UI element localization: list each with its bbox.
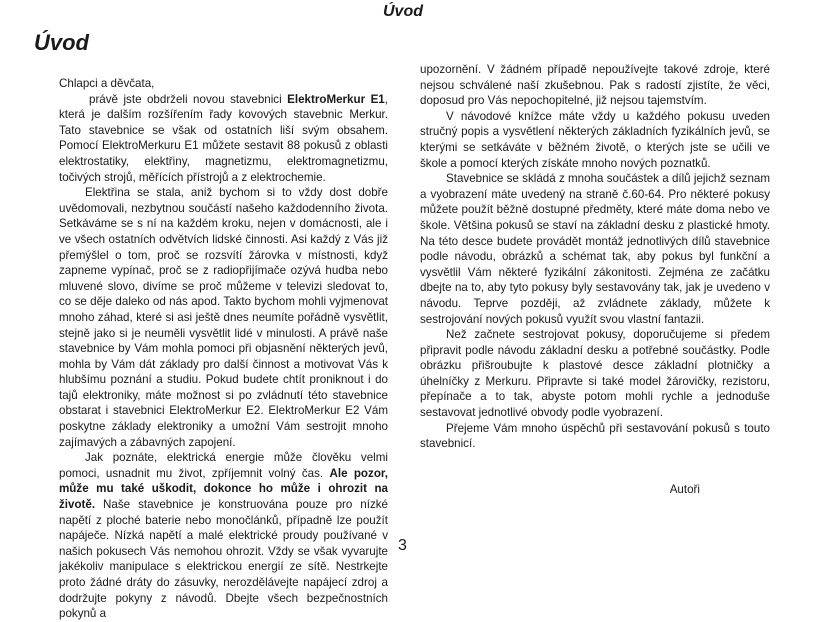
page-number: 3 <box>398 537 407 554</box>
paragraph-wishes: Přejeme Vám mnoho úspěchů při sestavování pokusů s touto stavebnicí. <box>420 421 770 451</box>
running-head: Úvod <box>383 3 423 20</box>
paragraph-preparation: Než začnete sestrojovat pokusy, doporučujeme si předem připravit podle návodu základní desku a potřebné součástky. Podle obrázku přišroubujte k plastové desce základní plotničky a úhelníčky z Merkuru. Připravte si také model žárovičky, rezistoru, přepínače a to tak, abyste potom mohli rychle a jednoduše sestavovat jednotlivé obvody podle vyobrazení. <box>420 328 770 420</box>
signature: Autoři <box>669 482 700 496</box>
paragraph-manual: V návodové knížce máte vždy u každého pokusu uveden stručný popis a vysvětlení některých základních fyzikálních jevů, se kterými se setkáváte v běžném životě, o kterých jste se učili ve škole a pomocí kterých získáte mnoho nových poznatků. <box>420 109 770 170</box>
intro-rest: , která je dalším rozšířením řady kovových stavebnic Merkur. Tato stavebnice se však od ostatních liší svým obsahem. Pomocí ElektroMerkuru E1 můžete sestavit 88 pokusů z oblasti elektrostatiky, elektřiny, magnetizmu, elektromagnetizmu, točivých strojů, měřících přístrojů a z elektrochemie. <box>59 92 388 184</box>
paragraph-parts: Stavebnice se skládá z mnoha součástek a dílů jejichž seznam a vyobrazení máte uvedený na straně č.60-64. Pro některé pokusy můžete použít běžně dostupné předměty, které máte doma nebo ve škole. Většina pokusů se staví na základní desku z plastické hmoty. Na této desce budete provádět montáž jednotlivých dílů stavebnice podle návodu, obrázků a schémat tak, aby pokus byl funkční a vysvětlil Vám některé fyzikální zákonitosti. Zejména ze začátku dbejte na to, aby tyto pokusy byly sestavovány tak, jak je uvedeno v návodu. Teprve později, až zvládnete základy, můžete k sestrojování nových pokusů využít svou vlastní fantazii. <box>420 172 770 326</box>
chapter-title: Úvod <box>34 30 89 55</box>
greeting: Chlapci a děvčata, <box>59 77 155 90</box>
product-name: ElektroMerkur E1 <box>287 92 385 106</box>
warning-bold: Ale pozor, může mu také uškodit, dokonce ho může i ohrozit na životě. <box>59 466 388 512</box>
left-column <box>59 76 388 622</box>
warning-rest: Naše stavebnice je konstruována pouze pro nízké napětí z ploché baterie nebo monočlánků, případně lze použít napáječe. Nízká napětí a malé elektrické proudy používané v našich pokusech Vás nemohou ohrozit. Vždy se však vyvarujte jakékoliv manipulace s elektrickou energií ze sítě. Nestrkejte proto žádné dráty do zásuvky, nerozdělávejte napájecí zdroj a dodržujte pokyny z návodů. Dbejte všech bezpečnostních pokynů a <box>59 498 388 621</box>
paragraph-electricity: Elektřina se stala, aniž bychom si to vždy dost dobře uvědomovali, nezbytnou součástí našeho každodenního života. Setkáváme se s ní na každém kroku, nejen v domácnosti, ale i ve všech ostatních odvětvích lidské činnosti. Asi každý z Vás již přemýšlel o tom, proč se rozsvítí žárovka v místnosti, když zapneme vypínač, proč se z radiopřijímače ozývá hudba nebo mluvené slovo, divíme se proč můžeme v televizi sledovat to, co se děje daleko od nás apod. Takto bychom mohli vyjmenovat mnoho záhad, které si asi ještě dnes neumíte pořádně vysvětlit, stejně jako si je neuměli vysvětlit lidé v minulosti. A právě naše stavebnice by Vám mohla pomoci při objasnění některých jevů, mohla by Vám dát základy pro další činnost a motivovat Vás k hlubšímu poznání a studiu. Pokud budete chtít proniknout i do tajů elektroniky, máte možnost si po zvládnutí této stavebnice obstarat i stavebnici ElektroMerkur E2. ElektroMerkur E2 Vám poskytne základy elektroniky a umožní Vám sestrojit mnoho zajímavých a zábavných zapojení. <box>59 186 388 449</box>
intro-paragraph <box>59 92 388 186</box>
warning-prefix: Jak poznáte, elektrická energie může člověku velmi pomoci, usnadnit mu život, zpříjemnit volný čas. <box>59 451 388 480</box>
right-column <box>420 62 770 497</box>
paragraph-continuation: upozornění. V žádném případě nepoužívejte takové zdroje, které nejsou schválené naší zkušebnou. Pak s radostí zjistíte, že věci, doposud pro Vás nepochopitelné, již nejsou tajemstvím. <box>420 63 770 108</box>
intro-prefix: právě jste obdrželi novou stavebnici <box>89 92 288 106</box>
paragraph-warning <box>59 450 388 622</box>
